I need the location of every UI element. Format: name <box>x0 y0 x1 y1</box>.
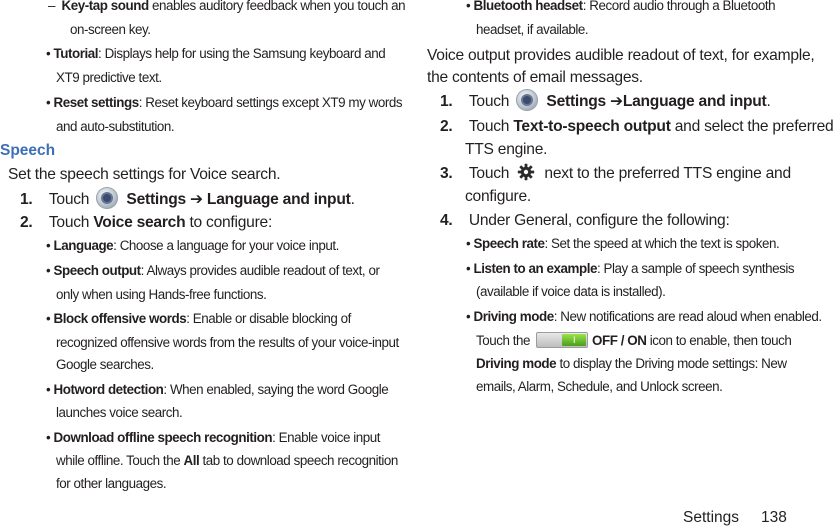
all-tab-label: All <box>183 453 200 468</box>
step-2 <box>20 214 272 232</box>
item-desc: : Displays help for using the Samsung keyboard and <box>98 46 386 61</box>
item-title: Driving mode <box>473 309 554 324</box>
page-number: 138 <box>761 509 787 526</box>
step-text: next to the preferred TTS engine and <box>544 165 791 182</box>
dash-marker: – <box>48 0 55 13</box>
listen-example-item <box>466 261 794 276</box>
item-desc: : Play a sample of speech synthesis <box>597 261 795 276</box>
toggle-switch-icon <box>536 332 588 348</box>
item-title: Speech rate <box>473 236 545 251</box>
step-bold: Text-to-speech output <box>513 118 671 135</box>
item-desc: : Always provides audible readout of text, or <box>140 263 380 278</box>
driving-desc-line2 <box>476 333 791 348</box>
bullet: • <box>46 382 51 397</box>
step-text: and select the preferred <box>670 118 833 135</box>
bullet: • <box>46 46 51 61</box>
bullet: • <box>466 261 471 276</box>
item-desc-cont: while offline. Touch the <box>56 453 184 468</box>
item-title: Bluetooth headset <box>473 0 583 13</box>
section-intro: Set the speech settings for Voice search. <box>8 166 281 183</box>
section-intro: the contents of email messages. <box>427 69 643 86</box>
step-1 <box>20 190 355 209</box>
step-number: 3. <box>440 165 453 182</box>
item-desc-cont: (available if voice data is installed). <box>476 284 666 299</box>
step-4 <box>440 212 730 230</box>
step-number: 1. <box>20 191 33 208</box>
item-desc-cont: XT9 predictive text. <box>56 70 162 85</box>
step-end: . <box>766 93 771 110</box>
section-intro: Voice output provides audible readout of text, for example, <box>427 47 815 64</box>
gear-icon <box>517 163 535 181</box>
settings-path: Settings ➔ Language and input <box>126 191 351 208</box>
section-heading: Speech <box>0 142 56 159</box>
item-desc-cont: for other languages. <box>56 476 167 491</box>
item-desc: : Enable voice input <box>272 430 381 445</box>
language-item <box>46 238 339 253</box>
step-text: Touch <box>468 118 514 135</box>
item-desc: enables auditory feedback when you touch an <box>148 0 406 13</box>
keytap-item <box>48 0 405 13</box>
step-text: Touch <box>468 93 510 110</box>
step-number: 1. <box>440 93 453 110</box>
driving-mode-item <box>466 309 822 324</box>
step-text-cont: TTS engine. <box>465 141 548 158</box>
item-title: Reset settings <box>53 95 139 110</box>
item-desc-cont: launches voice search. <box>56 405 183 420</box>
step-text: Touch <box>468 165 510 182</box>
bluetooth-item <box>466 0 775 13</box>
step-number: 2. <box>20 214 33 231</box>
settings-app-icon <box>516 89 538 111</box>
hotword-item <box>46 382 388 397</box>
step-number: 2. <box>440 118 453 135</box>
reset-item <box>46 95 402 110</box>
step-number: 4. <box>440 212 453 229</box>
item-title: Block offensive words <box>53 311 187 326</box>
item-title: Speech output <box>53 263 141 278</box>
bullet: • <box>466 0 471 13</box>
item-desc-cont: only when using Hands-free functions. <box>56 287 267 302</box>
bullet: • <box>46 311 51 326</box>
settings-app-icon <box>96 187 118 209</box>
settings-path: Settings ➔Language and input <box>546 93 767 110</box>
item-title: Download offline speech recognition <box>53 430 273 445</box>
item-desc: : Reset keyboard settings except XT9 my words <box>138 95 403 110</box>
item-desc-cont: recognized offensive words from the results of your voice-input <box>56 335 399 350</box>
off-on-label: OFF / ON <box>592 333 647 348</box>
item-desc-cont: headset, if available. <box>476 22 589 37</box>
item-title: Language <box>53 238 114 253</box>
item-title: Hotword detection <box>53 382 164 397</box>
item-desc-cont: tab to download speech recognition <box>199 453 398 468</box>
step-text-cont: configure. <box>465 188 531 205</box>
driving-desc-line3 <box>476 356 787 371</box>
item-desc: : Record audio through a Bluetooth <box>582 0 776 13</box>
bullet: • <box>46 95 51 110</box>
step-end: . <box>350 191 355 208</box>
item-desc-cont: and auto-substitution. <box>56 119 175 134</box>
item-desc-cont: Google searches. <box>56 357 154 372</box>
item-desc: : Choose a language for your voice input. <box>113 238 339 253</box>
item-desc-cont: icon to enable, then touch <box>646 333 792 348</box>
step-text: to configure: <box>185 214 273 231</box>
item-title: Listen to an example <box>473 261 597 276</box>
item-title: Tutorial <box>53 46 99 61</box>
footer-section-name: Settings <box>683 509 740 526</box>
bullet: • <box>46 263 51 278</box>
step-1 <box>440 92 771 111</box>
step-text: Touch <box>48 191 90 208</box>
item-desc: : New notifications are read aloud when enabled. <box>553 309 822 324</box>
speech-output-item <box>46 263 379 278</box>
offline-desc-line2 <box>56 453 398 468</box>
offensive-item <box>46 311 351 326</box>
item-desc-cont: emails, Alarm, Schedule, and Unlock screen. <box>476 379 723 394</box>
speech-rate-item <box>466 236 779 251</box>
step-2 <box>440 118 833 136</box>
tutorial-item <box>46 46 385 61</box>
item-desc: : When enabled, saying the word Google <box>163 382 389 397</box>
item-title: Key-tap sound <box>61 0 149 13</box>
item-desc-cont: Touch the <box>476 333 531 348</box>
item-desc-cont: to display the Driving mode settings: New <box>556 356 787 371</box>
step-bold: Voice search <box>93 214 186 231</box>
offline-item <box>46 430 380 445</box>
bullet: • <box>46 238 51 253</box>
item-desc: : Enable or disable blocking of <box>186 311 351 326</box>
bullet: • <box>466 309 471 324</box>
step-text: Touch <box>48 214 94 231</box>
bullet: • <box>46 430 51 445</box>
step-text: Under General, configure the following: <box>468 212 730 229</box>
item-desc-cont: on-screen key. <box>70 22 151 37</box>
step-3 <box>440 165 791 183</box>
driving-mode-label: Driving mode <box>476 356 557 371</box>
bullet: • <box>466 236 471 251</box>
item-desc: : Set the speed at which the text is spoken. <box>544 236 780 251</box>
